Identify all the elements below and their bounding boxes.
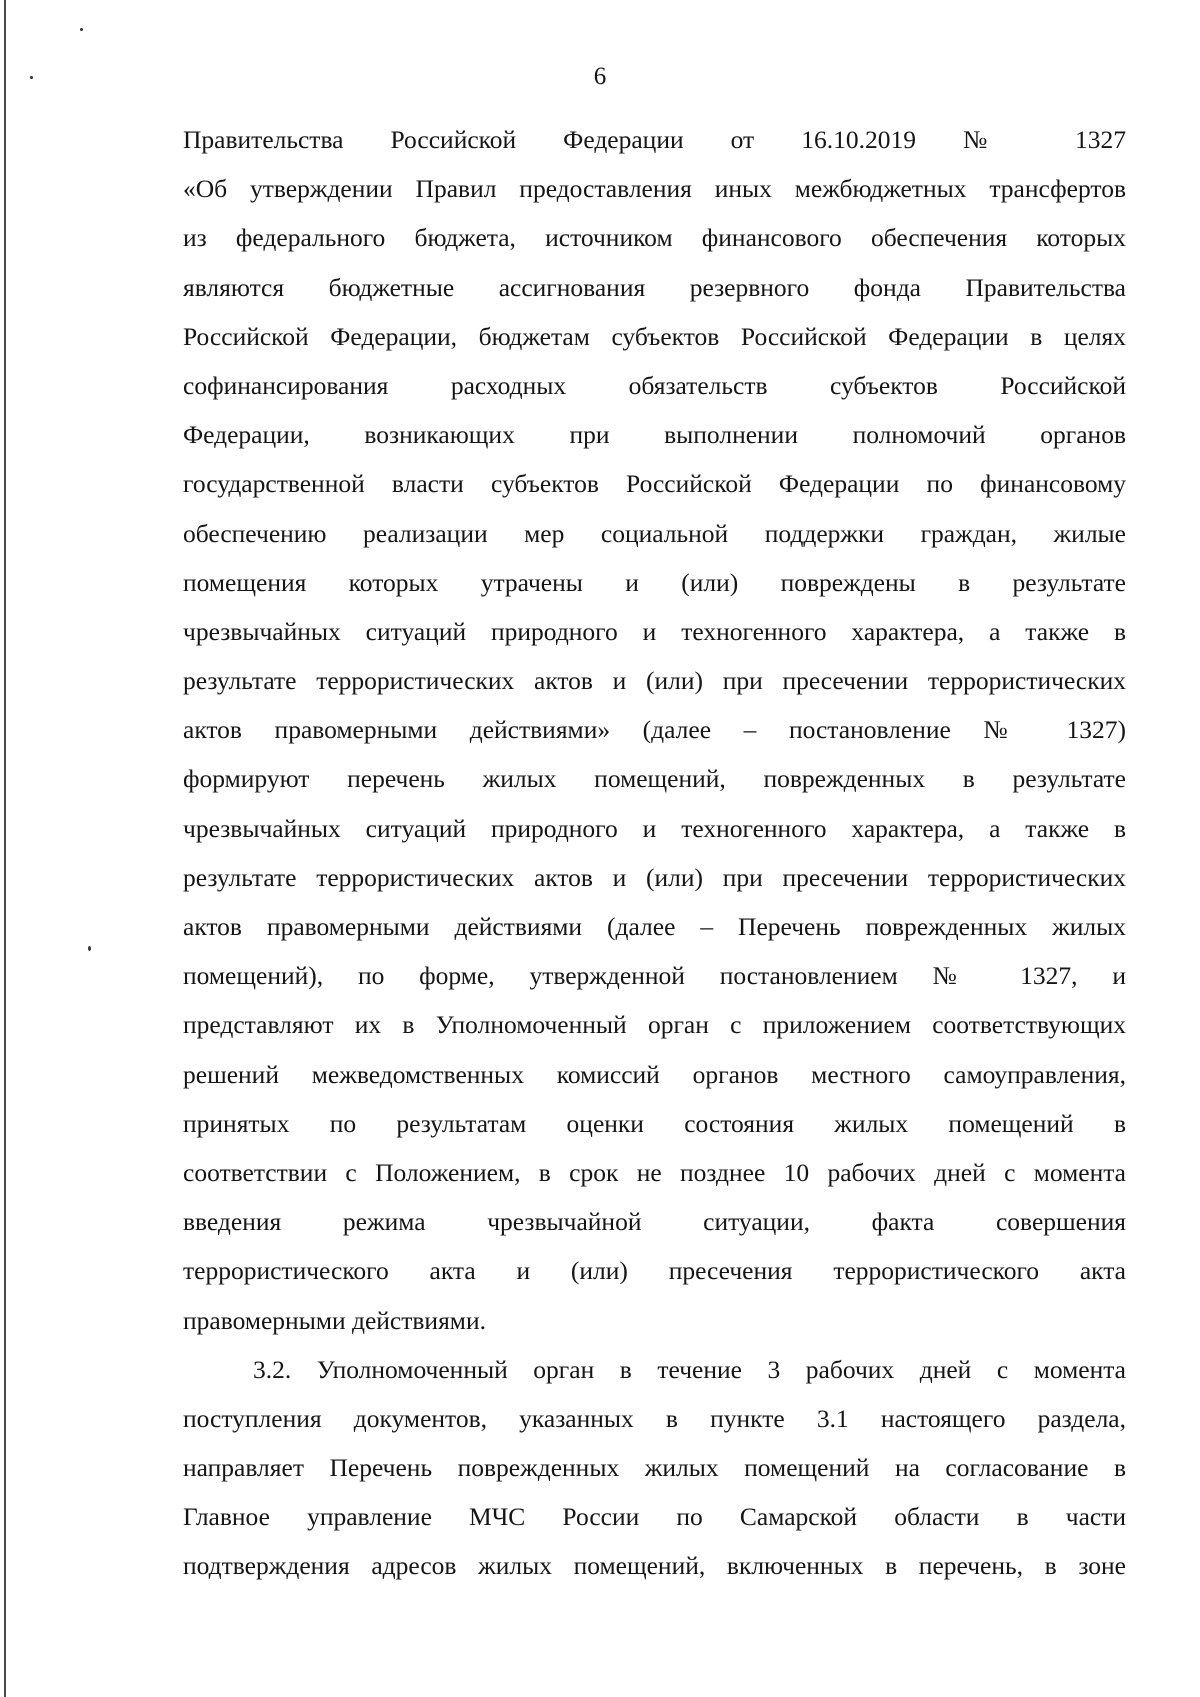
text-line: Федерации, возникающих при выполнении полномочий органов: [183, 420, 1126, 450]
text-line: софинансирования расходных обязательств субъектов Российской: [183, 370, 1126, 400]
scan-speck: [80, 28, 83, 31]
text-line: террористического акта и (или) пресечения террористического акта: [183, 1256, 1126, 1286]
text-line: направляет Перечень поврежденных жилых помещений на согласование в: [183, 1453, 1126, 1483]
text-line: решений межведомственных комиссий органов местного самоуправления,: [183, 1059, 1126, 1089]
text-line: результате террористических актов и (или) при пресечении террористических: [183, 862, 1126, 892]
text-line: формируют перечень жилых помещений, поврежденных в результате: [183, 764, 1126, 794]
text-line: правомерными действиями.: [183, 1305, 486, 1335]
text-line: поступления документов, указанных в пункте 3.1 настоящего раздела,: [183, 1403, 1126, 1433]
text-line: представляют их в Уполномоченный орган с приложением соответствующих: [183, 1010, 1126, 1040]
text-line: чрезвычайных ситуаций природного и техногенного характера, а также в: [183, 616, 1126, 646]
paragraph-3-2-start: 3.2. Уполномоченный орган в течение 3 рабочих дней с момента: [253, 1354, 1126, 1384]
text-line: подтверждения адресов жилых помещений, включенных в перечень, в зоне: [183, 1551, 1126, 1581]
text-line: чрезвычайных ситуаций природного и техногенного характера, а также в: [183, 813, 1126, 843]
scan-speck: [88, 946, 91, 951]
text-line: результате террористических актов и (или) при пресечении террористических: [183, 666, 1126, 696]
document-body: [183, 115, 1126, 1591]
text-line: помещений), по форме, утвержденной постановлением № 1327, и: [183, 961, 1126, 991]
text-line: являются бюджетные ассигнования резервного фонда Правительства: [183, 272, 1126, 302]
text-line: актов правомерными действиями (далее – Перечень поврежденных жилых: [183, 912, 1126, 941]
text-line: государственной власти субъектов Российской Федерации по финансовому: [183, 469, 1126, 499]
scan-edge: [4, 0, 6, 1697]
text-line: Правительства Российской Федерации от 16.10.2019 № 1327: [183, 125, 1126, 154]
text-line: принятых по результатам оценки состояния жилых помещений в: [183, 1108, 1126, 1138]
text-line: введения режима чрезвычайной ситуации, факта совершения: [183, 1207, 1126, 1237]
text-line: Главное управление МЧС России по Самарской области в части: [183, 1502, 1126, 1532]
text-line: соответствии с Положением, в срок не позднее 10 рабочих дней с момента: [183, 1157, 1126, 1187]
text-line: обеспечению реализации мер социальной поддержки граждан, жилые: [183, 518, 1126, 548]
text-line: помещения которых утрачены и (или) повреждены в результате: [183, 567, 1126, 597]
text-line: Российской Федерации, бюджетам субъектов Российской Федерации в целях: [183, 321, 1126, 351]
text-line: «Об утверждении Правил предоставления иных межбюджетных трансфертов: [183, 174, 1126, 204]
text-line: из федерального бюджета, источником финансового обеспечения которых: [183, 223, 1126, 253]
text-line: актов правомерными действиями» (далее – постановление № 1327): [183, 715, 1126, 745]
page-number: 6: [593, 63, 607, 90]
